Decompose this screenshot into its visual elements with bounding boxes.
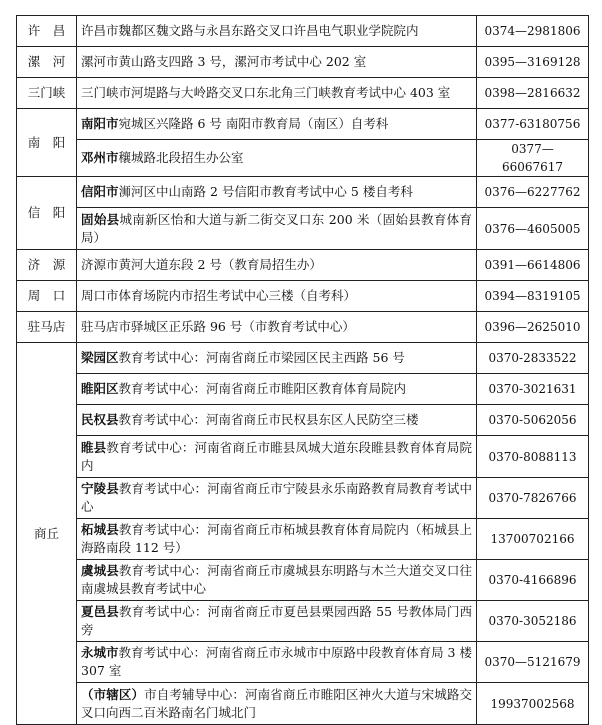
phone-cell: 0391—6614806 (477, 250, 589, 281)
exam-office-table (16, 15, 589, 725)
address-text: 城南新区怡和大道与新二街交叉口东 200 米（固始县教育体育局） (81, 211, 472, 245)
table-row (17, 78, 589, 109)
phone-cell: 0370-2833522 (477, 343, 589, 374)
address-bold: 邓州市 (81, 150, 119, 165)
address-text: 教育考试中心：河南省商丘市夏邑县栗园西路 55 号教体局门西旁 (81, 604, 472, 637)
region-cell: 济 源 (17, 250, 77, 281)
table-row (17, 312, 589, 343)
address-cell (77, 109, 477, 140)
phone-cell: 0374—2981806 (477, 16, 589, 47)
address-text: 许昌市魏都区魏文路与永昌东路交叉口许昌电气职业学院院内 (81, 23, 419, 38)
address-text: 市自考辅导中心：河南省商丘市睢阳区神火大道与宋城路交叉口向西二百米路南名门城北门 (81, 686, 472, 720)
address-text: 教育考试中心：河南省商丘市梁园区民主西路 56 号 (118, 350, 405, 365)
region-cell: 漯 河 (17, 47, 77, 78)
address-cell (77, 519, 477, 560)
region-cell: 商丘 (17, 343, 77, 725)
address-bold: 民权县 (81, 412, 119, 427)
address-text: 漯河市黄山路支四路 3 号，漯河市考试中心 202 室 (81, 54, 367, 69)
address-cell (77, 683, 477, 725)
phone-cell: 0394—8319105 (477, 281, 589, 312)
address-text: 穰城路北段招生办公室 (118, 150, 244, 165)
phone-cell: 0377—66067617 (477, 140, 589, 177)
address-text: 宛城区兴隆路 6 号 南阳市教育局（南区）自考科 (118, 116, 389, 131)
region-cell: 周 口 (17, 281, 77, 312)
phone-cell: 0370-4166896 (477, 560, 589, 601)
address-bold: 睢县 (81, 439, 107, 455)
region-cell: 南 阳 (17, 109, 77, 177)
phone-cell: 0377-63180756 (477, 109, 589, 140)
address-text: 教育考试中心：河南省商丘市睢县凤城大道东段睢县教育体育局院内 (81, 439, 472, 473)
table-row (17, 47, 589, 78)
address-bold: 宁陵县 (81, 481, 119, 496)
address-text: 三门峡市河堤路与大岭路交叉口东北角三门峡教育考试中心 403 室 (81, 85, 451, 100)
address-cell (77, 16, 477, 47)
phone-cell: 13700702166 (477, 519, 589, 560)
table-row (17, 140, 589, 177)
address-cell (77, 312, 477, 343)
address-bold: 柘城县 (81, 522, 119, 537)
address-text: 教育考试中心：河南省商丘市民权县东区人民防空三楼 (118, 412, 419, 427)
address-cell (77, 281, 477, 312)
address-cell (77, 177, 477, 208)
address-cell (77, 560, 477, 601)
region-cell: 三门峡 (17, 78, 77, 109)
address-cell (77, 78, 477, 109)
table-row (17, 519, 589, 560)
address-text: 教育考试中心：河南省商丘市虞城县东明路与木兰大道交叉口往南虞城县教育考试中心 (81, 563, 472, 596)
address-cell (77, 343, 477, 374)
table-row (17, 16, 589, 47)
address-text: 教育考试中心：河南省商丘市永城市中原路中段教育体育局 3 楼 307 室 (81, 645, 472, 678)
region-cell: 驻马店 (17, 312, 77, 343)
address-bold: 信阳市 (81, 184, 119, 199)
address-cell (77, 208, 477, 250)
address-bold: （市辖区） (81, 686, 145, 702)
address-text: 教育考试中心：河南省商丘市宁陵县永乐南路教育局教育考试中心 (81, 481, 472, 514)
table-row (17, 642, 589, 683)
table-row (17, 683, 589, 725)
address-cell (77, 250, 477, 281)
address-cell (77, 436, 477, 478)
phone-cell: 0370-7826766 (477, 478, 589, 519)
address-cell (77, 47, 477, 78)
phone-cell: 0370-8088113 (477, 436, 589, 478)
phone-cell: 0376—4605005 (477, 208, 589, 250)
address-cell (77, 478, 477, 519)
address-text: 济源市黄河大道东段 2 号（教育局招生办） (81, 257, 322, 272)
phone-cell: 0370—5121679 (477, 642, 589, 683)
table-row (17, 374, 589, 405)
address-cell (77, 374, 477, 405)
address-cell (77, 642, 477, 683)
phone-cell: 19937002568 (477, 683, 589, 725)
address-text: 教育考试中心：河南省商丘市睢阳区教育体育局院内 (118, 381, 407, 396)
address-cell (77, 140, 477, 177)
table-row (17, 250, 589, 281)
address-text: 教育考试中心：河南省商丘市柘城县教育体育局院内（柘城县上海路南段 112 号） (81, 522, 472, 555)
table-row (17, 109, 589, 140)
address-bold: 固始县 (81, 211, 120, 227)
table-row (17, 281, 589, 312)
phone-cell: 0396—2625010 (477, 312, 589, 343)
address-bold: 夏邑县 (81, 604, 119, 619)
table-row (17, 405, 589, 436)
phone-cell: 0376—6227762 (477, 177, 589, 208)
region-cell: 许 昌 (17, 16, 77, 47)
phone-cell: 0398—2816632 (477, 78, 589, 109)
address-bold: 永城市 (81, 645, 119, 660)
address-cell (77, 405, 477, 436)
address-text: 浉河区中山南路 2 号信阳市教育考试中心 5 楼自考科 (118, 184, 413, 199)
table-row (17, 343, 589, 374)
table-row (17, 436, 589, 478)
address-bold: 虞城县 (81, 563, 119, 578)
address-text: 驻马店市驿城区正乐路 96 号（市教育考试中心） (81, 319, 355, 334)
address-bold: 南阳市 (81, 116, 119, 131)
table-row (17, 478, 589, 519)
region-cell: 信 阳 (17, 177, 77, 250)
address-bold: 梁园区 (81, 350, 119, 365)
table-row (17, 560, 589, 601)
phone-cell: 0370-3052186 (477, 601, 589, 642)
phone-cell: 0395—3169128 (477, 47, 589, 78)
phone-cell: 0370-3021631 (477, 374, 589, 405)
address-bold: 睢阳区 (81, 381, 119, 396)
table-row (17, 208, 589, 250)
phone-cell: 0370-5062056 (477, 405, 589, 436)
address-text: 周口市体育场院内市招生考试中心三楼（自考科） (81, 288, 357, 303)
table-row (17, 177, 589, 208)
table-row (17, 601, 589, 642)
address-cell (77, 601, 477, 642)
